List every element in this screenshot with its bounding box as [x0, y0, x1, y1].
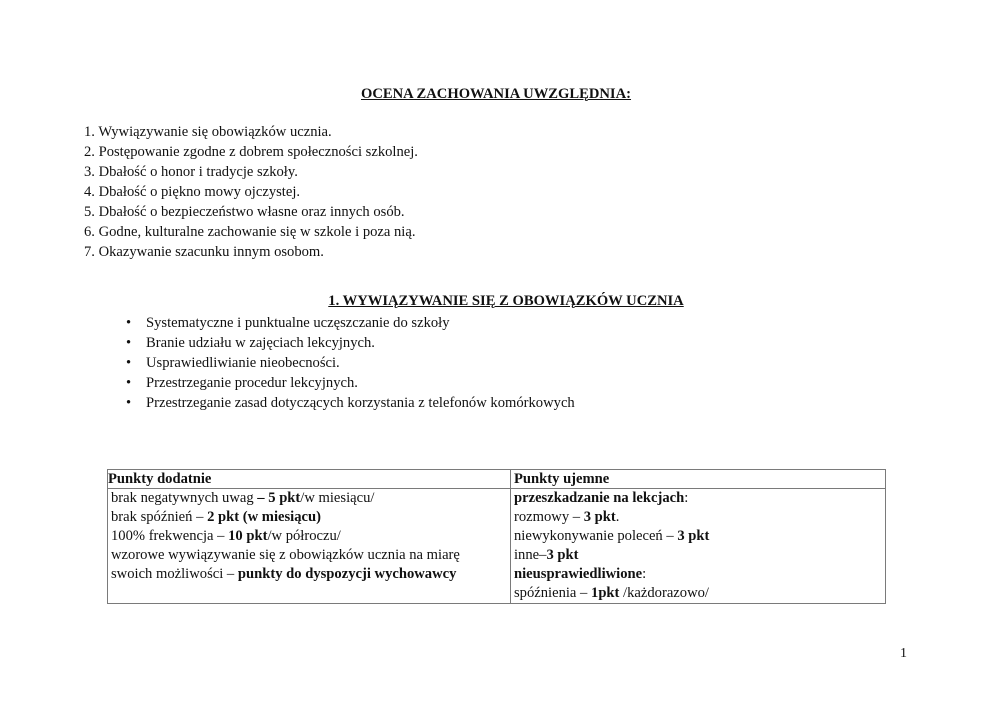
- negative-points-line: [514, 546, 885, 565]
- plain-text: /w miesiącu/: [300, 490, 375, 506]
- plain-text: inne–: [514, 547, 547, 563]
- bullet-item: [124, 333, 575, 353]
- negative-points-line: [514, 584, 885, 603]
- section-bullet-list: [124, 313, 575, 413]
- bullet-text: Branie udziału w zajęciach lekcyjnych.: [146, 335, 375, 351]
- plain-text: wzorowe wywiązywanie się z obowiązków ucznia na miarę: [111, 547, 460, 563]
- emphasis-text: 2 pkt (w miesiącu): [207, 509, 321, 525]
- negative-points-cell: [511, 489, 886, 604]
- criteria-item: 7. Okazywanie szacunku innym osobom.: [84, 244, 324, 260]
- emphasis-text: nieusprawiedliwione: [514, 566, 643, 582]
- positive-points-line: [111, 527, 510, 546]
- emphasis-text: punkty do dyspozycji wychowawcy: [237, 566, 457, 582]
- criteria-item: 2. Postępowanie zgodne z dobrem społeczności szkolnej.: [84, 144, 418, 160]
- plain-text: rozmowy –: [514, 509, 584, 525]
- plain-text: 100% frekwencja –: [111, 528, 229, 544]
- emphasis-text: 3 pkt: [583, 509, 616, 525]
- plain-text: /każdorazowo/: [619, 585, 709, 601]
- plain-text: niewykonywanie poleceń –: [514, 528, 678, 544]
- positive-points-line: [111, 489, 510, 508]
- bullet-item: [124, 373, 575, 393]
- positive-points-line: [111, 565, 510, 584]
- plain-text: swoich możliwości –: [111, 566, 238, 582]
- emphasis-text: 3 pkt: [677, 528, 710, 544]
- points-table: [107, 469, 886, 604]
- plain-text: spóźnienia –: [514, 585, 592, 601]
- bullet-icon: •: [126, 355, 132, 371]
- points-table-row: [108, 489, 886, 604]
- bullet-icon: •: [126, 395, 132, 411]
- emphasis-text: – 5 pkt: [257, 490, 301, 506]
- positive-points-cell: [108, 489, 511, 604]
- criteria-item: 5. Dbałość o bezpieczeństwo własne oraz innych osób.: [84, 204, 405, 220]
- criteria-item: 1. Wywiązywanie się obowiązków ucznia.: [84, 124, 332, 140]
- negative-points-line: [514, 489, 885, 508]
- section-title: 1. WYWIĄZYWANIE SIĘ Z OBOWIĄZKÓW UCZNIA: [328, 293, 684, 309]
- emphasis-text: 10 pkt: [228, 528, 268, 544]
- bullet-text: Przestrzeganie zasad dotyczących korzystania z telefonów komórkowych: [146, 395, 575, 411]
- bullet-icon: •: [126, 315, 132, 331]
- bullet-item: [124, 313, 575, 333]
- emphasis-text: 1pkt: [591, 585, 620, 601]
- plain-text: /w półroczu/: [267, 528, 341, 544]
- positive-points-line: [111, 508, 510, 527]
- positive-points-header: Punkty dodatnie: [108, 470, 511, 489]
- criteria-item: 6. Godne, kulturalne zachowanie się w szkole i poza nią.: [84, 224, 416, 240]
- points-table-header: [108, 470, 886, 489]
- document-title: OCENA ZACHOWANIA UWZGLĘDNIA:: [360, 86, 632, 102]
- emphasis-text: 3 pkt: [546, 547, 579, 563]
- negative-points-line: [514, 527, 885, 546]
- criteria-list: [84, 122, 418, 262]
- plain-text: :: [684, 490, 689, 506]
- criteria-item: 3. Dbałość o honor i tradycje szkoły.: [84, 164, 298, 180]
- bullet-item: [124, 353, 575, 373]
- plain-text: .: [615, 509, 620, 525]
- bullet-text: Systematyczne i punktualne uczęszczanie do szkoły: [146, 315, 450, 331]
- bullet-icon: •: [126, 335, 132, 351]
- negative-points-header: Punkty ujemne: [511, 470, 886, 489]
- plain-text: brak spóźnień –: [111, 509, 208, 525]
- positive-points-line: [111, 546, 510, 565]
- bullet-icon: •: [126, 375, 132, 391]
- criteria-item: 4. Dbałość o piękno mowy ojczystej.: [84, 184, 301, 200]
- plain-text: brak negatywnych uwag: [111, 490, 258, 506]
- bullet-text: Przestrzeganie procedur lekcyjnych.: [146, 375, 358, 391]
- plain-text: :: [642, 566, 647, 582]
- negative-points-line: [514, 565, 885, 584]
- emphasis-text: przeszkadzanie na lekcjach: [514, 490, 685, 506]
- negative-points-line: [514, 508, 885, 527]
- bullet-text: Usprawiedliwianie nieobecności.: [146, 355, 340, 371]
- bullet-item: [124, 393, 575, 413]
- page-number: 1: [900, 646, 907, 661]
